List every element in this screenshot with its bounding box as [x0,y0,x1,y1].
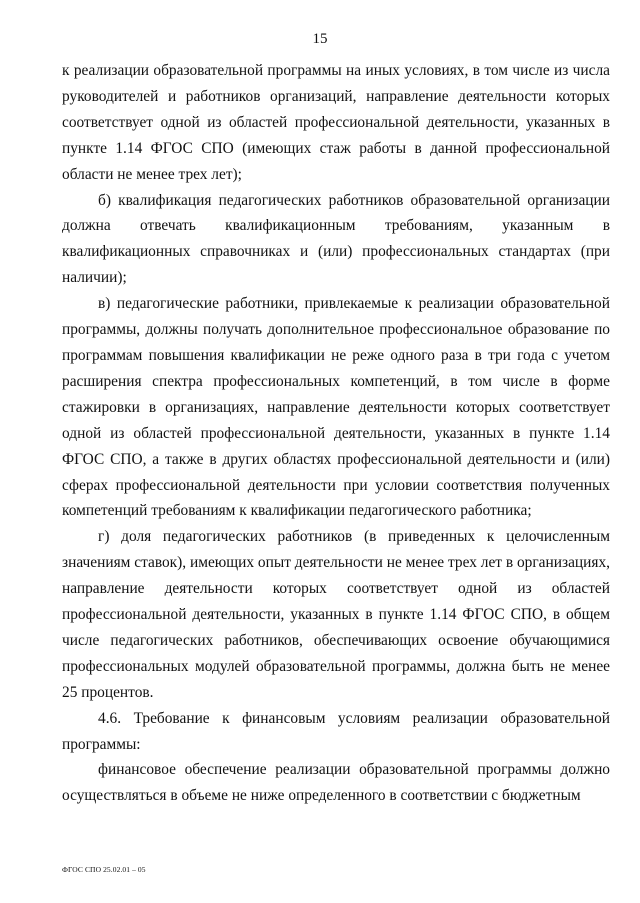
footer-document-code: ФГОС СПО 25.02.01 – 05 [62,865,146,874]
document-body [62,58,610,809]
paragraph-b: б) квалификация педагогических работников образовательной организации должна отвечать квалификационным требованиям, указанным в квалификационных справочниках и (или) профессиональных стандартах (при наличии); [62,191,610,287]
paragraph-financial: финансовое обеспечение реализации образовательной программы должно осуществляться в объеме не ниже определенного в соответствии с бюджетным [62,761,610,805]
paragraph-continuation: к реализации образовательной программы на иных условиях, в том числе из числа руководителей и работников организаций, направление деятельности которых соответствует одной из областей профессиональной деятельности, указанных в пункте 1.14 ФГОС СПО (имеющих стаж работы в данной профессиональной области не менее трех лет); [62,62,610,183]
page-number: 15 [312,31,328,47]
section-4-6-heading: 4.6. Требование к финансовым условиям реализации образовательной программы: [62,709,610,753]
paragraph-g: г) доля педагогических работников (в приведенных к целочисленным значениям ставок), имеющих опыт деятельности не менее трех лет в организациях, направление деятельности которых соответствует одной из областей профессиональной деятельности, указанных в пункте 1.14 ФГОС СПО, в общем числе педагогических работников, обеспечивающих освоение обучающимися профессиональных модулей образовательной программы, должна быть не менее 25 процентов. [62,528,610,701]
paragraph-v: в) педагогические работники, привлекаемые к реализации образовательной программы, должны получать дополнительное профессиональное образование по программам повышения квалификации не реже одного раза в три года с учетом расширения спектра профессиональных компетенций, в том числе в форме стажировки в организациях, направление деятельности которых соответствует одной из областей профессиональной деятельности, указанных в пункте 1.14 ФГОС СПО, а также в других областях профессиональной деятельности и (или) сферах профессиональной деятельности при условии соответствия полученных компетенций требованиям к квалификации педагогического работника; [62,295,610,520]
